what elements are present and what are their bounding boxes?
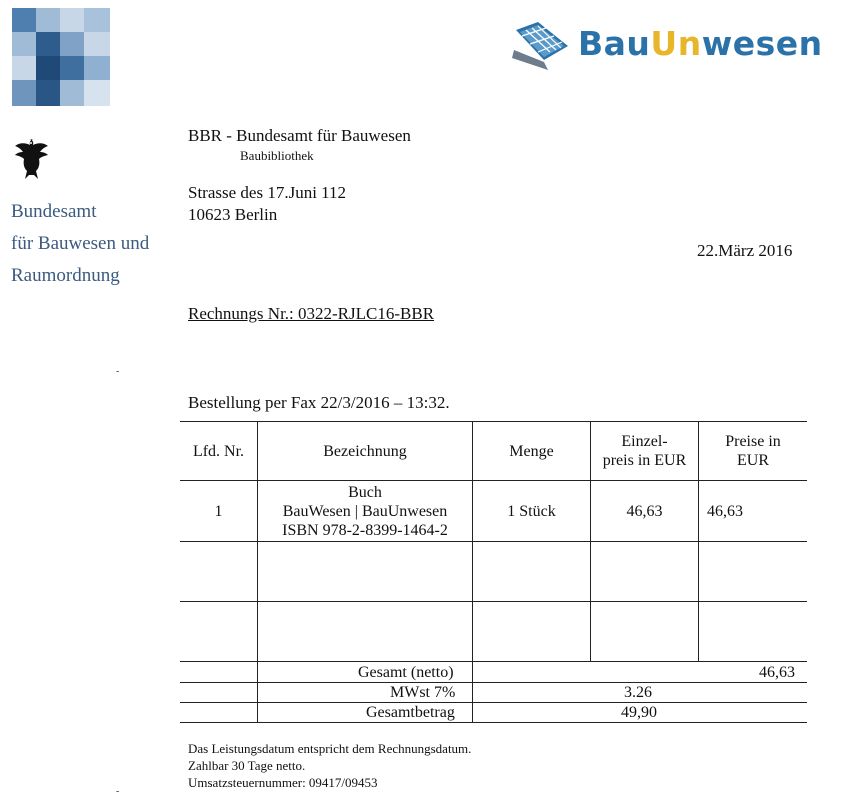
org-name-line3: Raumordnung: [11, 265, 120, 286]
header-einzelpreis: [591, 432, 698, 470]
header-einzelpreis-line1: Einzel-: [621, 433, 668, 450]
margin-mark: -: [116, 366, 120, 377]
invoice-date: 22.März 2016: [697, 241, 793, 260]
gesamtbetrag-label: Gesamtbetrag: [366, 704, 455, 721]
row-description-line2: BauWesen | BauUnwesen: [282, 503, 448, 520]
header-preise-line2: EUR: [737, 452, 769, 469]
invoice-number: Rechnungs Nr.: 0322-RJLC16-BBR: [188, 304, 435, 323]
header-lfd-nr: Lfd. Nr.: [192, 443, 245, 460]
org-name-line1: Bundesamt: [11, 201, 97, 222]
eagle-icon: [8, 136, 50, 182]
order-line: Bestellung per Fax 22/3/2016 – 13:32.: [188, 393, 450, 412]
margin-mark-bottom: -: [116, 786, 120, 797]
building-icon: [508, 20, 574, 72]
brand-part-bau: Bau: [578, 24, 651, 63]
footer-line2: Zahlbar 30 Tage netto.: [188, 758, 306, 773]
mwst-value: 3.26: [624, 684, 652, 701]
recipient-city: 10623 Berlin: [188, 205, 278, 224]
footer-line3: Umsatzsteuernummer: 09417/09453: [188, 775, 378, 790]
header-einzelpreis-line2: preis in EUR: [602, 452, 687, 469]
header-bezeichnung: Bezeichnung: [323, 443, 407, 460]
row-menge: 1 Stück: [507, 503, 556, 520]
org-name-line2: für Bauwesen und: [11, 233, 150, 254]
row-einzelpreis: 46,63: [626, 503, 663, 520]
footer-line1: Das Leistungsdatum entspricht dem Rechnungsdatum.: [188, 741, 472, 756]
recipient-name: BBR - Bundesamt für Bauwesen: [188, 126, 411, 145]
bbr-square-logo: [12, 8, 110, 106]
total-netto-value: 46,63: [759, 664, 795, 681]
invoice-table: [180, 421, 807, 723]
row-description-line1: Buch: [348, 484, 382, 501]
row-nr: 1: [214, 503, 223, 520]
header-menge: Menge: [509, 443, 554, 460]
row-preis: 46,63: [707, 503, 743, 520]
header-preise: [699, 432, 807, 470]
recipient-department: Baubibliothek: [240, 148, 314, 163]
total-netto-label: Gesamt (netto): [358, 664, 454, 681]
row-description: [258, 483, 472, 540]
brand-part-un: Un: [650, 24, 702, 63]
header-preise-line1: Preise in: [725, 433, 781, 450]
brand-part-wesen: wesen: [701, 24, 823, 63]
gesamtbetrag-value: 49,90: [621, 704, 657, 721]
bauunwesen-logo: [508, 20, 828, 72]
brand-wordmark: [578, 24, 823, 63]
recipient-street: Strasse des 17.Juni 112: [188, 183, 347, 202]
row-description-line3: ISBN 978-2-8399-1464-2: [282, 522, 448, 539]
mwst-label: MWst 7%: [390, 684, 456, 701]
